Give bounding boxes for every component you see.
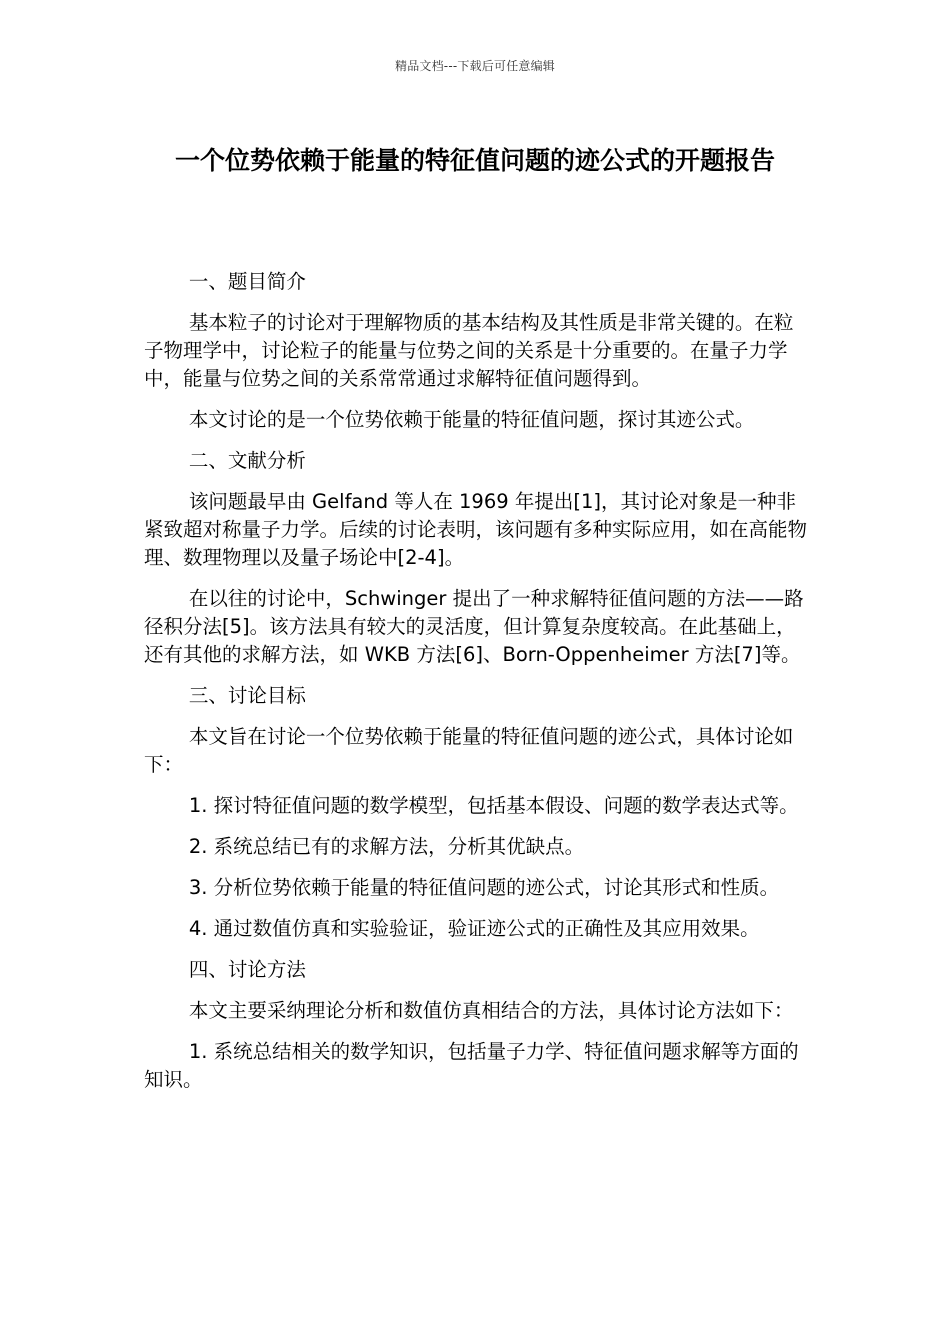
section-heading-3: 三、讨论目标 xyxy=(188,684,306,707)
paragraph: 本文旨在讨论一个位势依赖于能量的特征值问题的迹公式，具体讨论如下： xyxy=(144,725,794,776)
list-item: 4. 通过数值仿真和实验验证，验证迹公式的正确性及其应用效果。 xyxy=(188,917,760,940)
header-note: 精品文档---下载后可任意编辑 xyxy=(395,59,555,73)
list-item: 2. 系统总结已有的求解方法，分析其优缺点。 xyxy=(188,835,585,858)
list-item: 3. 分析位势依赖于能量的特征值问题的迹公式，讨论其形式和性质。 xyxy=(188,876,780,899)
paragraph: 基本粒子的讨论对于理解物质的基本结构及其性质是非常关键的。在粒子物理学中，讨论粒子的能量与位势之间的关系是十分重要的。在量子力学中，能量与位势之间的关系常常通过求解特征值问题得到。 xyxy=(144,311,794,390)
paragraph: 在以往的讨论中，Schwinger 提出了一种求解特征值问题的方法——路径积分法[5]。该方法具有较大的灵活度，但计算复杂度较高。在此基础上，还有其他的求解方法，如 WKB 方法[6]、Born-Oppenheimer 方法[7]等。 xyxy=(144,587,804,666)
document-title: 一个位势依赖于能量的特征值问题的迹公式的开题报告 xyxy=(174,146,775,175)
paragraph: 该问题最早由 Gelfand 等人在 1969 年提出[1]，其讨论对象是一种非紧致超对称量子力学。后续的讨论表明，该问题有多种实际应用，如在高能物理、数理物理以及量子场论中[2-4]。 xyxy=(144,490,808,569)
section-heading-1: 一、题目简介 xyxy=(188,270,306,293)
list-item: 1. 系统总结相关的数学知识，包括量子力学、特征值问题求解等方面的知识。 xyxy=(144,1040,799,1091)
paragraph: 本文讨论的是一个位势依赖于能量的特征值问题，探讨其迹公式。 xyxy=(188,408,755,431)
document-body xyxy=(144,268,810,1107)
paragraph: 本文主要采纳理论分析和数值仿真相结合的方法，具体讨论方法如下： xyxy=(188,999,794,1022)
section-heading-2: 二、文献分析 xyxy=(188,449,306,472)
section-heading-4: 四、讨论方法 xyxy=(188,958,306,981)
list-item: 1. 探讨特征值问题的数学模型，包括基本假设、问题的数学表达式等。 xyxy=(188,794,799,817)
